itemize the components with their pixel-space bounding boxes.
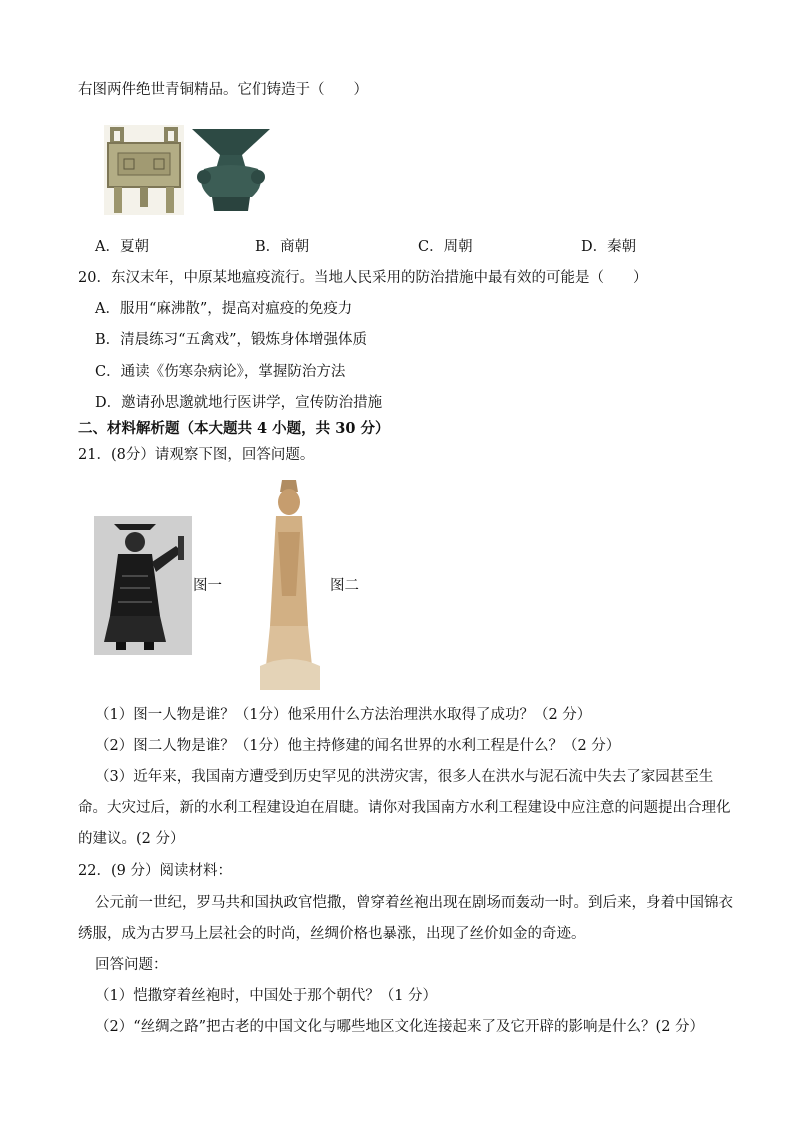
- figure-one-label: 图一: [193, 578, 222, 594]
- q21-sub3-line1: （3）近年来，我国南方遭受到历史罕见的洪涝灾害，很多人在洪水与泥石流中失去了家园甚至生: [95, 769, 714, 785]
- q21-sub3-line3: 的建议。(2 分）: [78, 831, 185, 847]
- q22-material-line1: 公元前一世纪，罗马共和国执政官恺撒，曾穿着丝袍出现在剧场而轰动一时。到后来，身着中国锦衣: [95, 895, 733, 911]
- q19-option-c: C．周朝: [418, 239, 473, 255]
- q21-sub2: （2）图二人物是谁？（1分）他主持修建的闻名世界的水利工程是什么？（2 分）: [95, 738, 621, 754]
- q21-sub1: （1）图一人物是谁？（1分）他采用什么方法治理洪水取得了成功？（2 分）: [95, 707, 592, 723]
- q22-prompt: 回答问题：: [95, 957, 168, 973]
- q20-option-b: B．清晨练习“五禽戏”，锻炼身体增强体质: [95, 332, 367, 348]
- q21-stem: 21．(8分）请观察下图，回答问题。: [78, 447, 315, 463]
- figure-two-label: 图二: [330, 578, 359, 594]
- figure-two-image: [256, 476, 324, 694]
- q22-material-line2: 绣服，成为古罗马上层社会的时尚，丝绸价格也暴涨，出现了丝价如金的奇迹。: [78, 926, 586, 942]
- q20-option-d: D．邀请孙思邈就地行医讲学，宣传防治措施: [95, 395, 383, 411]
- q22-sub2: （2）“丝绸之路”把古老的中国文化与哪些地区文化连接起来了及它开辟的影响是什么？(2 分）: [95, 1019, 705, 1035]
- q22-sub1: （1）恺撒穿着丝袍时，中国处于那个朝代？（1 分）: [95, 988, 438, 1004]
- q20-option-c: C．通读《伤寒杂病论》，掌握防治方法: [95, 364, 346, 380]
- q20-stem: 20．东汉末年，中原某地瘟疫流行。当地人民采用的防治措施中最有效的可能是（ ）: [78, 270, 648, 286]
- q21-sub3-line2: 命。大灾过后，新的水利工程建设迫在眉睫。请你对我国南方水利工程建设中应注意的问题提出合理化: [78, 800, 731, 816]
- section-title: 二、材料解析题（本大题共 4 小题，共 30 分）: [78, 420, 390, 437]
- q20-option-a: A．服用“麻沸散”，提高对瘟疫的免疫力: [95, 301, 353, 317]
- q19-stem: 右图两件绝世青铜精品。它们铸造于（ ）: [78, 82, 368, 98]
- q19-option-a: A．夏朝: [95, 239, 149, 255]
- q19-option-b: B．商朝: [255, 239, 310, 255]
- q22-stem: 22．(9 分）阅读材料：: [78, 863, 232, 879]
- figure-one-image: [94, 516, 192, 655]
- bronze-zun-image: [190, 125, 272, 213]
- q19-option-d: D．秦朝: [581, 239, 637, 255]
- bronze-ding-image: [104, 125, 184, 215]
